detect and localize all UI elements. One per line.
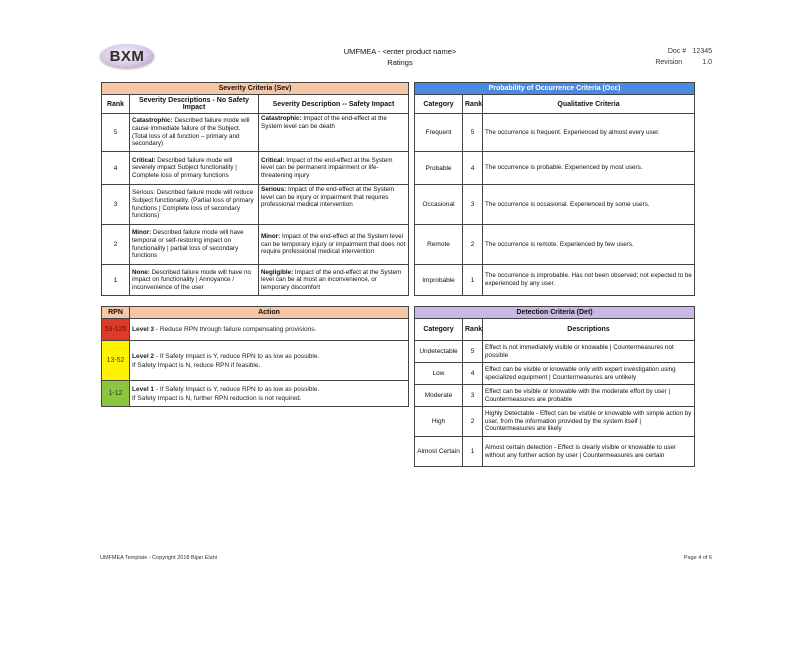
doc-number-label: Doc # — [667, 48, 687, 55]
severity-no-safety-desc: Critical: Described failure mode will severely impact Subject functionality | Complete loss of primary functions — [130, 152, 259, 185]
document-title — [300, 46, 500, 68]
detection-category: Undetectable — [415, 341, 463, 363]
severity-safety-desc: Critical: Impact of the end-effect at the System level can be permanent impairment or life-threatening injury — [259, 152, 409, 185]
severity-rank: 3 — [102, 185, 130, 225]
occurrence-rank: 2 — [463, 225, 483, 265]
rpn-range-medium: 13-52 — [102, 341, 130, 381]
logo-text: BXM — [109, 47, 145, 65]
severity-safety-desc: Minor: Impact of the end-effect at the System level can be temporary injury or impairment that does not require professional medical intervention — [259, 225, 409, 265]
detection-rank: 4 — [463, 363, 483, 385]
rpn-range-high: 53-125 — [102, 319, 130, 341]
table-row — [102, 225, 409, 265]
table-row — [415, 341, 695, 363]
severity-rank: 1 — [102, 265, 130, 296]
rpn-col-rpn: RPN — [102, 307, 130, 319]
detection-description: Highly Detectable - Effect can be visible or knowable with simple action by user, from the information provided by the system itself | Countermeasures are likely — [483, 407, 695, 437]
table-row — [102, 381, 409, 407]
detection-rank: 2 — [463, 407, 483, 437]
severity-col-rank: Rank — [102, 95, 130, 114]
page-title: UMFMEA - <enter product name> — [343, 47, 457, 56]
table-row — [415, 185, 695, 225]
occurrence-category: Occasional — [415, 185, 463, 225]
occurrence-rank: 3 — [463, 185, 483, 225]
rpn-table — [101, 306, 409, 407]
occurrence-table-title: Probability of Occurrence Criteria (Occ) — [415, 83, 695, 95]
detection-rank: 3 — [463, 385, 483, 407]
detection-category: Low — [415, 363, 463, 385]
occurrence-criteria: The occurrence is frequent. Experienced by almost every user. — [483, 114, 695, 152]
severity-no-safety-desc: Catastrophic: Described failure mode will cause immediate failure of the Subject. (Total loss of all function – primary and secondary) — [130, 114, 259, 152]
severity-safety-desc: Negligible: Impact of the end-effect at the System level can be at most an inconvenience, or temporary discomfort — [259, 265, 409, 296]
detection-table — [414, 306, 695, 467]
bxm-logo — [100, 44, 154, 68]
document-meta — [655, 46, 712, 68]
table-row — [102, 185, 409, 225]
footer-copyright: UMFMEA Template - Copyright 2018 Bijan Elahi — [100, 555, 217, 561]
table-row — [415, 437, 695, 467]
occurrence-rank: 4 — [463, 152, 483, 185]
detection-col-desc: Descriptions — [483, 319, 695, 341]
table-row — [102, 265, 409, 296]
severity-no-safety-desc: Minor: Described failure mode will have temporal or self-restoring impact on functionality | partial loss of secondary functions — [130, 225, 259, 265]
occurrence-col-criteria: Qualitative Criteria — [483, 95, 695, 114]
severity-table — [101, 82, 409, 296]
severity-rank: 4 — [102, 152, 130, 185]
table-row — [102, 152, 409, 185]
occurrence-table — [414, 82, 695, 296]
occurrence-col-rank: Rank — [463, 95, 483, 114]
detection-col-rank: Rank — [463, 319, 483, 341]
detection-category: Almost Certain — [415, 437, 463, 467]
table-row — [415, 407, 695, 437]
occurrence-category: Improbable — [415, 265, 463, 296]
detection-rank: 1 — [463, 437, 483, 467]
detection-col-category: Category — [415, 319, 463, 341]
severity-no-safety-desc: None: Described failure mode will have no impact on functionality | Annoyance / inconvenience of the user — [130, 265, 259, 296]
occurrence-rank: 1 — [463, 265, 483, 296]
rpn-col-action: Action — [130, 307, 409, 319]
detection-description: Effect can be visible or knowable with the moderate effort by user | Countermeasures are probable — [483, 385, 695, 407]
severity-no-safety-desc: Serious: Described failure mode will reduce Subject functionality. (Partial loss of primary functions | Complete loss of secondary functions) — [130, 185, 259, 225]
detection-category: High — [415, 407, 463, 437]
detection-description: Effect is not immediately visible or knowable | Countermeasures not possible — [483, 341, 695, 363]
footer-page-number: Page 4 of 6 — [683, 555, 712, 561]
table-row — [415, 114, 695, 152]
page-subtitle: Ratings — [387, 58, 413, 67]
detection-rank: 5 — [463, 341, 483, 363]
table-row — [415, 152, 695, 185]
occurrence-criteria: The occurrence is improbable. Has not been observed; not expected to be experienced by any user. — [483, 265, 695, 296]
table-row — [102, 114, 409, 152]
occurrence-category: Probable — [415, 152, 463, 185]
rpn-action-level-2: Level 2 - If Safety Impact is Y, reduce RPN to as low as possible. If Safety Impact is N, reduce RPN if feasible. — [130, 341, 409, 381]
severity-table-title: Severity Criteria (Sev) — [102, 83, 409, 95]
rpn-action-level-3: Level 3 - Reduce RPN through failure compensating provisions. — [130, 319, 409, 341]
severity-rank: 5 — [102, 114, 130, 152]
table-row — [415, 385, 695, 407]
detection-table-title: Detection Criteria (Det) — [415, 307, 695, 319]
table-row — [415, 265, 695, 296]
severity-col-no-safety: Severity Descriptions - No Safety Impact — [130, 95, 259, 114]
detection-description: Almost certain detection - Effect is clearly visible or knowable to user without any further action by user | Countermeasures are certain — [483, 437, 695, 467]
revision-label: Revision — [655, 59, 683, 66]
table-row — [415, 363, 695, 385]
severity-col-safety: Severity Description -- Safety Impact — [259, 95, 409, 114]
severity-safety-desc: Serious: Impact of the end-effect at the System level can be injury or impairment that requires professional medical intervention — [259, 185, 409, 225]
severity-safety-desc: Catastrophic: Impact of the end-effect at the System level can be death — [259, 114, 409, 152]
rpn-action-level-1: Level 1 - If Safety Impact is Y, reduce RPN to as low as possible. If Safety Impact is N, further RPN reduction is not required. — [130, 381, 409, 407]
severity-rank: 2 — [102, 225, 130, 265]
revision-value: 1.0 — [702, 59, 712, 66]
occurrence-category: Frequent — [415, 114, 463, 152]
table-row — [102, 341, 409, 381]
occurrence-criteria: The occurrence is probable. Experienced by most users. — [483, 152, 695, 185]
occurrence-criteria: The occurrence is remote. Experienced by few users. — [483, 225, 695, 265]
detection-description: Effect can be visible or knowable only with expert investigation using specialized equipment | Countermeasures are unlikely — [483, 363, 695, 385]
table-row — [102, 319, 409, 341]
table-row — [415, 225, 695, 265]
detection-category: Moderate — [415, 385, 463, 407]
occurrence-rank: 5 — [463, 114, 483, 152]
rpn-range-low: 1-12 — [102, 381, 130, 407]
occurrence-criteria: The occurrence is occasional. Experienced by some users. — [483, 185, 695, 225]
doc-number-value: 12345 — [692, 48, 712, 55]
occurrence-col-category: Category — [415, 95, 463, 114]
occurrence-category: Remote — [415, 225, 463, 265]
